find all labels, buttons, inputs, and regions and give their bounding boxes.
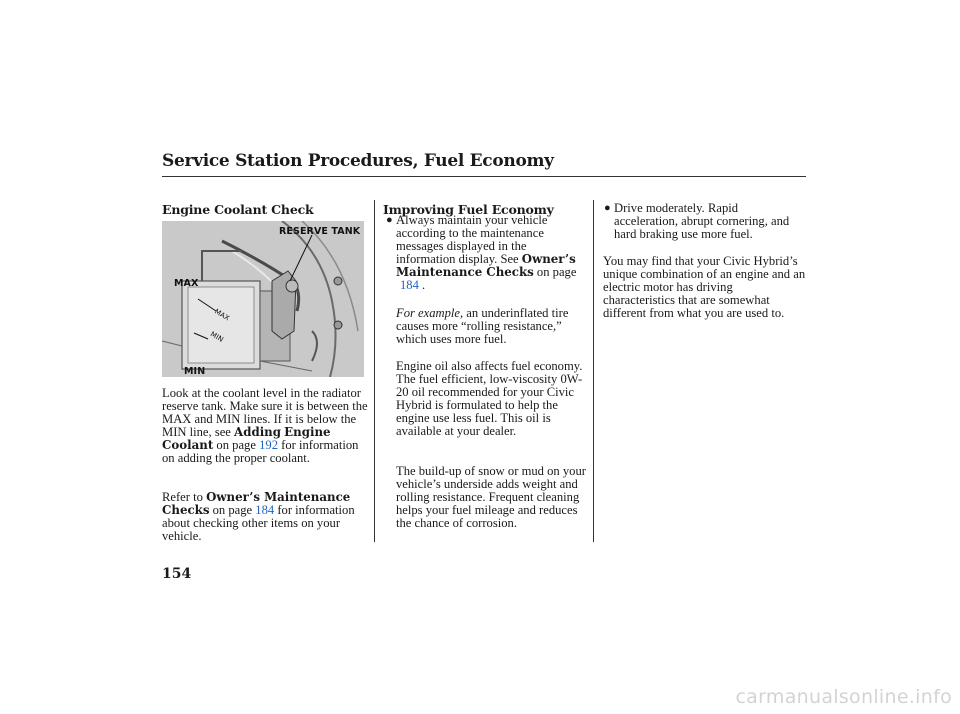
label-max: MAX	[174, 278, 199, 289]
label-reserve-tank: RESERVE TANK	[279, 226, 361, 237]
page-link-184[interactable]: 184	[255, 503, 275, 518]
engine-bay-illustration	[162, 221, 364, 377]
column-divider-1	[374, 200, 375, 542]
tank-mark-min: MIN	[208, 330, 225, 344]
column-divider-2	[593, 200, 594, 542]
hybrid-characteristics-paragraph: You may find that your Civic Hybrid’s unique combination of an engine and an electric motor has driving characteristics that are somewhat different from what you are used to.	[603, 254, 806, 321]
bullet-icon: ●	[604, 202, 611, 214]
ref-owners-maintenance: Owner’s Maintenance	[206, 490, 351, 504]
snow-mud-paragraph: The build-up of snow or mud on your vehicle’s underside adds weight and rolling resistance. Frequent cleaning helps your fuel mileage and reduces the chance of corrosion.	[396, 464, 586, 531]
engine-oil-paragraph: Engine oil also affects fuel economy. The fuel efficient, low-viscosity 0W-20 oil recommended for your Civic Hybrid is formulated to help the engine use less fuel. This oil is available at your dealer.	[396, 359, 583, 439]
ref-adding: Adding	[234, 425, 282, 440]
ref-engine-coolant: Engine Coolant	[162, 425, 331, 453]
ref-checks: Checks	[162, 503, 210, 518]
maintenance-ref-paragraph: Refer to Owner’s Maintenance Checks on page 184 for information about checking other items on your vehicle.	[162, 490, 355, 544]
title-rule	[162, 176, 806, 177]
ref-owners: Owner’s	[521, 252, 576, 267]
underinflated-tire-paragraph: For example, an underinflated tire causes more “rolling resistance,” which uses more fuel.	[396, 306, 569, 347]
tank-mark-max: MAX	[213, 307, 231, 323]
bullet-icon: ●	[386, 214, 393, 226]
coolant-tank-figure	[162, 221, 364, 377]
page-title: Service Station Procedures, Fuel Economy	[162, 151, 554, 171]
section-heading-coolant: Engine Coolant Check	[162, 202, 314, 217]
coolant-check-paragraph: Look at the coolant level in the radiator reserve tank. Make sure it is between the MAX and MIN lines. If it is below the MIN line, see Adding Engine Coolant on page 192 for information on adding the proper coolant.	[162, 386, 368, 466]
page-link-184-b[interactable]: 184	[400, 278, 419, 293]
bullet-maintain-vehicle: ● Always maintain your vehicle according to the maintenance messages displayed in the information display. See Owner’s Maintenance Checks on page 184 .	[386, 213, 577, 293]
section-heading-fuel-economy: Improving Fuel Economy	[383, 202, 554, 217]
page-number: 154	[162, 566, 192, 582]
bullet-drive-moderately: ● Drive moderately. Rapid acceleration, abrupt cornering, and hard braking use more fuel.	[604, 201, 790, 242]
page-link-192[interactable]: 192	[259, 438, 278, 453]
watermark: carmanualsonline.info	[735, 686, 952, 708]
label-min: MIN	[184, 366, 206, 377]
ref-maintenance-checks: Maintenance Checks	[396, 265, 534, 280]
